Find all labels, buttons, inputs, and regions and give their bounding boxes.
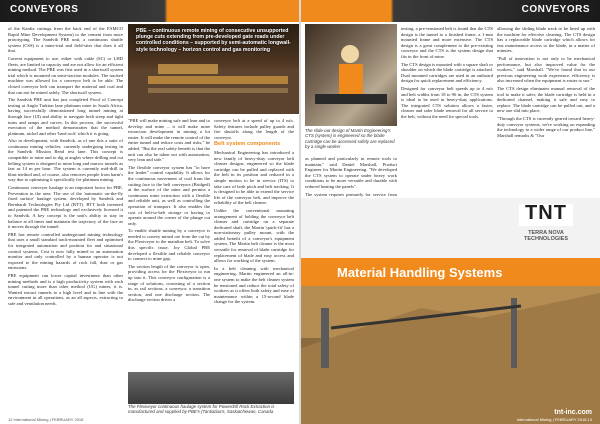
tnt-logo-text: TNT xyxy=(525,202,567,224)
tnt-advertisement[interactable] xyxy=(301,198,600,424)
ad-url-link[interactable]: tnt-inc.com xyxy=(554,409,592,416)
photo-overlay-text: PBE – continuous remote mining of consecutive unsupported plunge cuts extending from pre-developed gate roads under controlled conditions – supported by semi-automatic longwall-style technology – horizon control and gas monitoring xyxy=(136,28,291,53)
paragraph: The CTS design is mounted with a square shaft or shoulder on which the blade cartridge is attached. Dual mounted cartridges are used in an outboard design for quick replacement and efficiency. xyxy=(401,61,493,84)
left-column-2 xyxy=(128,118,210,368)
right-column-3 xyxy=(497,26,595,198)
left-header-bar xyxy=(0,0,299,22)
paragraph: "Through the CTS is currently geared toward heavy-duty conveyor systems, we're working on expanding the technology to a wider range of our product line," Marshall remarks & "Our xyxy=(497,115,595,138)
paragraph: allowing the sliding blade track to be lined up with the machine for effective cleaning. The CTS design has a replaceable blade cartridge which allows for fast maintenance access to the blade, in a matter of minutes. xyxy=(497,26,595,54)
photo-caption-right: The slide-out design of Martin Engineering's CTS (system) is engineered so the blade cartridge can be accessed safely are replaced by a single worker xyxy=(305,128,395,150)
paragraph: The system requires primarily for service from xyxy=(305,191,397,197)
paragraph: "PBE will make mining safe and lean and to develop and mine – it will make mine extraction development in mining a lot easier. It will make the remote control of the entire tunnel and reduce costs and risks," he added. "But the real safety benefit is that the unit can also be taken out with automation, very lean and safe." xyxy=(128,118,210,163)
paragraph: Mechanical Engineering has introduced a new family of heavy-duty conveyor belt cleaner designs, engineered so the blade cartridge can be pulled and replaced with the belt in its position and reduced in a simple motion to be in service (ITS) to take care of both pitch and belt tracking. It is designed to be able to extend the service life of the conveyor belt, and improve the reliability of the belt cleaner. xyxy=(214,149,294,206)
paragraph: The Sandvik PBE unit has just completed Proof of Concept testing at Anglo Tarkton lane platinum mine in South Africa, having successfully demonstrated long tunnel mining at through face (UI) and ability to navigate both steep and tight turns and ramps and curves. In this process, the successful execution of the method demonstrates that the tunnel, platinum, nickel and other 'hard rock' which it is going. xyxy=(8,97,123,136)
left-column-1 xyxy=(8,26,123,406)
sub-heading: Belt system components xyxy=(214,141,281,148)
pbe-mining-photo xyxy=(128,24,299,114)
left-column-3 xyxy=(214,118,294,368)
paragraph: testing, a pre-tensioned belt is found that the CTS design is the tunnel to a finished frame, a 1-mm mounted frame and more extensive. The CTS design is a great complement to the pre-existing conveyor and the CTS is the system design that fits in the front of mine. xyxy=(401,26,493,59)
worker-illustration xyxy=(305,24,397,126)
paragraph: PBE has remote controlled underground mining technology that uses a small standard track-mounted fleet and optimised for integrated automation and position for and situational control systems. Cost is now fully mined to an automation monitor and only controlled by a human operator is not exposed to the mining hazards of rock fall, dust or gas emissions. xyxy=(8,231,123,271)
paragraph: conveyor belt at a speed of up to 4 m/s. Safety features include pulley guards and fire shutoffs along the length of the conveyor. xyxy=(214,118,294,140)
right-column-1 xyxy=(305,156,397,198)
paragraph: "Pull of innovation is not only to be mechanical performance, but also improved value for the workers," said Marshall. "We've found that in our previous engineering work experience, efficiency is also increased when the equipment is easier to use." xyxy=(497,55,595,84)
left-section-title: CONVEYORS xyxy=(10,4,79,15)
flexiveyor-photo xyxy=(128,372,294,404)
ad-headline: Material Handling Systems xyxy=(337,264,503,280)
paragraph: PBE equipment can lower capital investment than other mining methods and is a high productivity system with each tunnel cutting more than other method (UG) mines, it is. Wanted extract tunnels to a high level and in line with the environment in all operations, as an all aspects, extracting to safe and ventilation needs. xyxy=(8,272,123,306)
paragraph: The flexible conveyor system has "to have the leader" control capability. It allows for the continuous movement of coal from the cutting face to the belt conveyors (Bridged) at the surface of the mine and permits a continuous mine extraction with a flexible and reliable unit, as well as controlling the operation of transport. It also enables the cost of belt-to-belt storage or having to operate around the corner of the plunge cut only. xyxy=(128,164,210,226)
tnt-logo-subtitle: TERRA NOVA TECHNOLOGIES xyxy=(523,230,568,242)
paragraph: Also in development, with Sandvik, as of one this a suite of continuous mining vehicles: currently undergoing testing in the Sandvik Mission Bend test lane. This concept is compatible to mine and to dig at angles where drilling and cut belting system is designed to mine long and narrow tunnels as fast as 14 m per hour. The system is currently mid-drill in blast method and, of course, also removes people from harm's way due to optimising it specifically for platinum mining. xyxy=(8,138,123,183)
left-page xyxy=(0,0,299,424)
tnt-logo[interactable] xyxy=(511,202,581,250)
right-header-bar xyxy=(301,0,600,22)
paragraph: Designed for conveyor belt speeds up to 4 m/s and belt widths from 18 to 96 in, the CTS system is ideal to be used in heavy-duty applications. The integrated CTS solution allows a faster, cleaner and safer blade removal for all service to the belt, without the need for special tools. xyxy=(401,85,493,119)
right-section-title: CONVEYORS xyxy=(521,4,590,15)
left-footer: 12 International Mining | FEBRUARY 2018 xyxy=(8,417,84,422)
right-column-2 xyxy=(401,26,493,198)
paragraph: as planned and particularly in remote tools to maintain," said Daniel Marshall, Product Engineer for Martin Engineering. "We developed the CTS system to operate under heavy work conditions to be more versatile and durable with reduced heating the panels". xyxy=(305,156,397,189)
right-footer: International Mining | FEBRUARY 2018 13 xyxy=(516,417,592,422)
paragraph: Unlike the conventional mounting arrangement of holding the conveyor belt cleaner and cartridge on a separate dedicated shaft, the Martin 'quick-fit' has a non-stationary pulley mount, with the added benefit of a conveyor's equipment system. The Martin belt cleaner is the most versatile for removal of blade cartridge for replacement of blade and easy access and allows for working of the system. xyxy=(214,207,294,264)
paragraph: Continuous conveyor haulage is an important factor for PBE. Prevention in the area. The use of the 'automatic on-the-fly fixed surface' haulage system, developed by Sandvik and Bernhardt Technologies Pty Ltd (BTT). BTT both invented and patented the PBE technology and exclusively licensed it to Sandvik. A key concept is the unit's ability to stay in balance at all times and maintain the trajectory of the face as it moves through the tunnel. xyxy=(8,185,123,230)
ad-banner xyxy=(301,258,600,286)
right-page xyxy=(301,0,600,424)
paragraph: In a belt cleaning with mechanical engineering, Martin engineered an all-in-one system to make the belt cleaner system be tensioned and reduce the total safety of workers as it offers both safety and ease of maintenance within a 15-second blade change for the system. xyxy=(214,265,294,305)
paragraph: The CTS design eliminates manual removal of the tool to make it safer, the blade cartridge is held in a dedicated channel, making it safe and easy to replace. The blade cartridge can be pulled out, and a new one slid into place. xyxy=(497,85,595,114)
paragraph: Current equipment to use, either with cable (SC) or LHD fleets, are limited in capacity and are not allow for an efficient mining method. The PBE was first used in a shortwall system trial which is mounted on semi-traction modules. The tracked machine was allowed for a conveyor belt to be able. The closed conveyor belt can transport the material and coal and that can not be mined safely. The shortwall system. xyxy=(8,55,123,95)
paragraph: The section length of the conveyor is open, providing access for the Flexiveyor to run up into it. This conveyor configuration is a range of solutions, consisting of a section in, as rail sections, a conveyor, a transition section, and one discharge section. The discharge section drives a xyxy=(128,263,210,303)
photo-caption: The Flexiveyor continuous haulage system for Powerdrill Rock Extraction is manufactured and supplied by PBE's (Tantiatiaa's, Saskatchewan, Canada xyxy=(128,404,275,415)
paragraph: of the Kardia cuttings from the back end of the FAMCO Rapid Mine Development System) to the cement from more prototyping. The Sandvik PBE unit, a continuous shuttle system (CSS) is a mine-trial and field-sites that does it all that. xyxy=(8,26,123,54)
paragraph: To enable shuttle mining by a conveyor is needed to convey mined ore from the cut by the Flexiveyor to the mainline belt. To solve this specific issue, Joy Global PBE developed a flexible and reliable conveyor to connect to mine gap. xyxy=(128,228,210,262)
martin-cts-photo xyxy=(305,24,397,126)
